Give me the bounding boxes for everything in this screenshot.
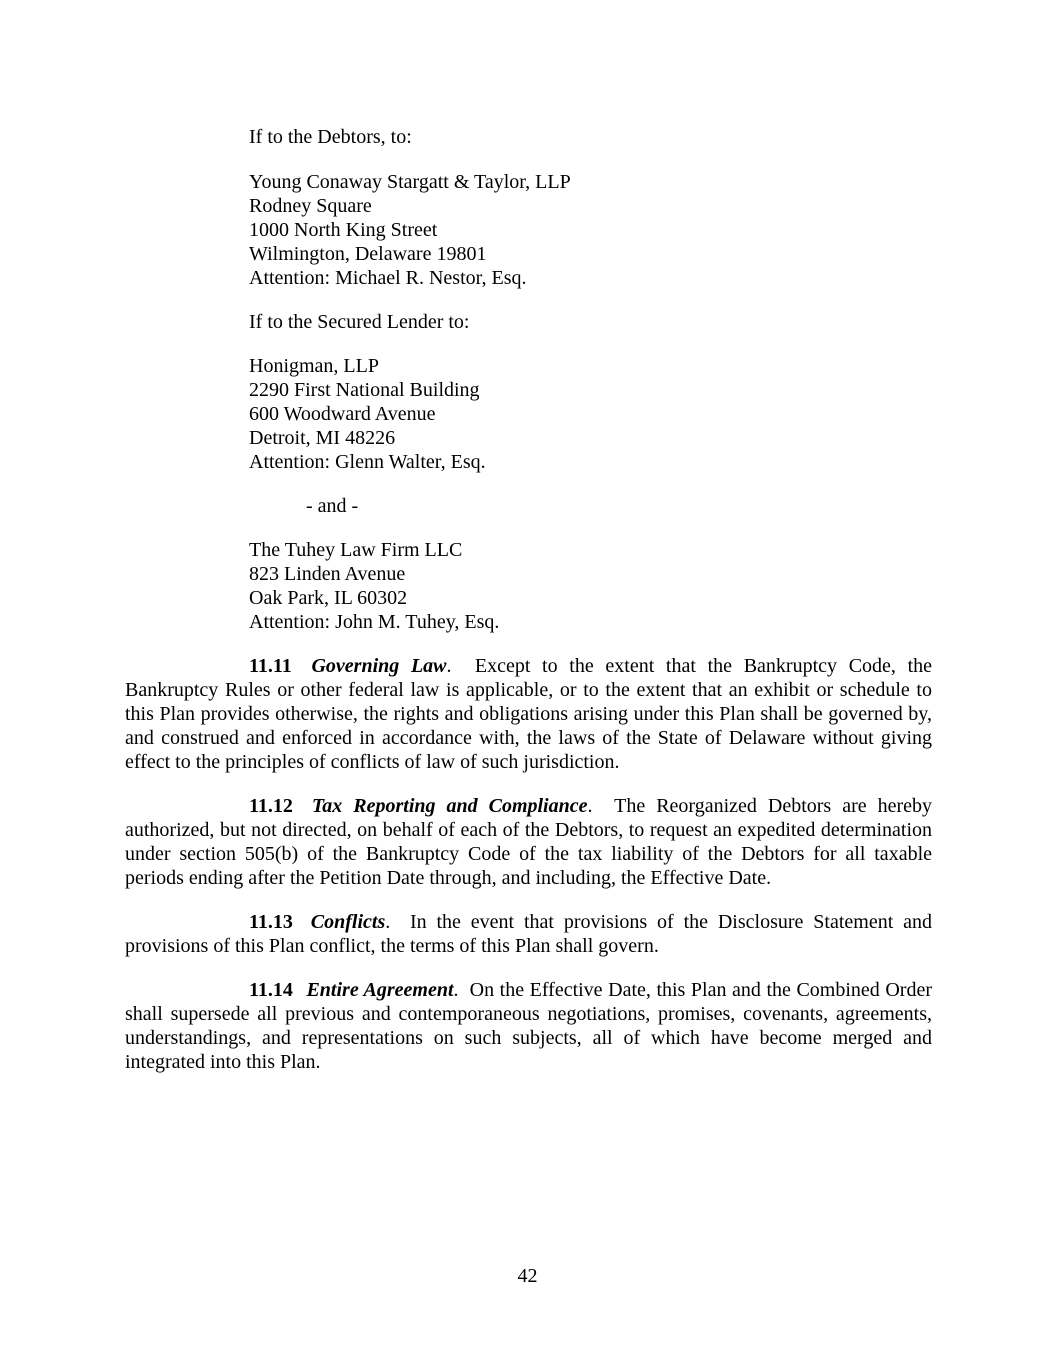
address-line: 823 Linden Avenue: [249, 563, 406, 585]
section-11-11: 11.11 Governing Law. Except to the extent that the Bankruptcy Code, the Bankruptcy Rules or other federal law is applicable, or to the extent that an exhibit or schedule to this Plan provides otherwise, the rights and obligations arising under this Plan shall be governed by, and construed and enforced in accordance with, the laws of the State of Delaware without giving effect to the principles of conflicts of law of such jurisdiction.: [125, 655, 933, 773]
page-number: 42: [517, 1265, 538, 1287]
lender-intro: [249, 310, 949, 334]
section-heading: Conflicts: [310, 911, 386, 933]
section-11-12: 11.12 Tax Reporting and Compliance. The Reorganized Debtors are hereby authorized, but not directed, on behalf of each of the Debtors, to request an expedited determination under section 505(b) of the Bankruptcy Code of the tax liability of the Debtors for all taxable periods ending after the Petition Date through, and including, the Effective Date.: [125, 795, 933, 889]
section-11-13: 11.13 Conflicts. In the event that provisions of the Disclosure Statement and provisions of this Plan conflict, the terms of this Plan shall govern.: [125, 911, 932, 957]
debtors-intro-text: If to the Debtors, to:: [249, 126, 412, 148]
address-line: Honigman, LLP: [249, 355, 379, 377]
address-line: Rodney Square: [249, 195, 372, 217]
section-number: 11.14: [249, 979, 293, 1001]
section-body: In the event that provisions of the Disclosure Statement and provisions of this Plan conflict, the terms of this Plan shall govern.: [125, 911, 932, 957]
and-separator: - and -: [306, 495, 359, 517]
section-body: Except to the extent that the Bankruptcy Code, the Bankruptcy Rules or other federal law is applicable, or to the extent that an exhibit or schedule to this Plan provides otherwise, the rights and obligations arising under this Plan shall be governed by, and construed and enforced in accordance with, the laws of the State of Delaware without giving effect to the principles of conflicts of law of such jurisdiction.: [125, 655, 933, 773]
address-line: 600 Woodward Avenue: [249, 403, 436, 425]
lender-intro-text: If to the Secured Lender to:: [249, 311, 470, 333]
address-line: Detroit, MI 48226: [249, 427, 396, 449]
address-line: 2290 First National Building: [249, 379, 480, 401]
address-line: Attention: Glenn Walter, Esq.: [249, 451, 486, 473]
debtors-address: [249, 170, 949, 290]
section-number: 11.13: [249, 911, 293, 933]
address-line: Attention: John M. Tuhey, Esq.: [249, 611, 500, 633]
section-heading: Tax Reporting and Compliance: [311, 795, 588, 817]
section-number: 11.11: [249, 655, 292, 677]
address-line: 1000 North King Street: [249, 219, 438, 241]
section-11-14: 11.14 Entire Agreement. On the Effective Date, this Plan and the Combined Order shall supersede all previous and contemporaneous negotiations, promises, covenants, agreements, understandings, and representations on such subjects, all of which have become merged and integrated into this Plan.: [125, 979, 932, 1073]
address-line: Wilmington, Delaware 19801: [249, 243, 487, 265]
section-body: On the Effective Date, this Plan and the Combined Order shall supersede all previous and contemporaneous negotiations, promises, covenants, agreements, understandings, and representations on such subjects, all of which have become merged and integrated into this Plan.: [125, 979, 932, 1073]
section-heading: Governing Law: [311, 655, 447, 677]
lender-address-honigman: [249, 354, 949, 474]
address-line: Attention: Michael R. Nestor, Esq.: [249, 267, 527, 289]
section-heading: Entire Agreement: [306, 979, 454, 1001]
lender-address-tuhey: [249, 538, 949, 634]
address-line: The Tuhey Law Firm LLC: [249, 539, 463, 561]
section-body: The Reorganized Debtors are hereby authorized, but not directed, on behalf of each of the Debtors, to request an expedited determination under section 505(b) of the Bankruptcy Code of the tax liability of the Debtors for all taxable periods ending after the Petition Date through, and including, the Effective Date.: [125, 795, 933, 889]
address-line: Young Conaway Stargatt & Taylor, LLP: [249, 171, 571, 193]
section-number: 11.12: [249, 795, 293, 817]
address-line: Oak Park, IL 60302: [249, 587, 408, 609]
debtors-intro: [249, 125, 949, 149]
